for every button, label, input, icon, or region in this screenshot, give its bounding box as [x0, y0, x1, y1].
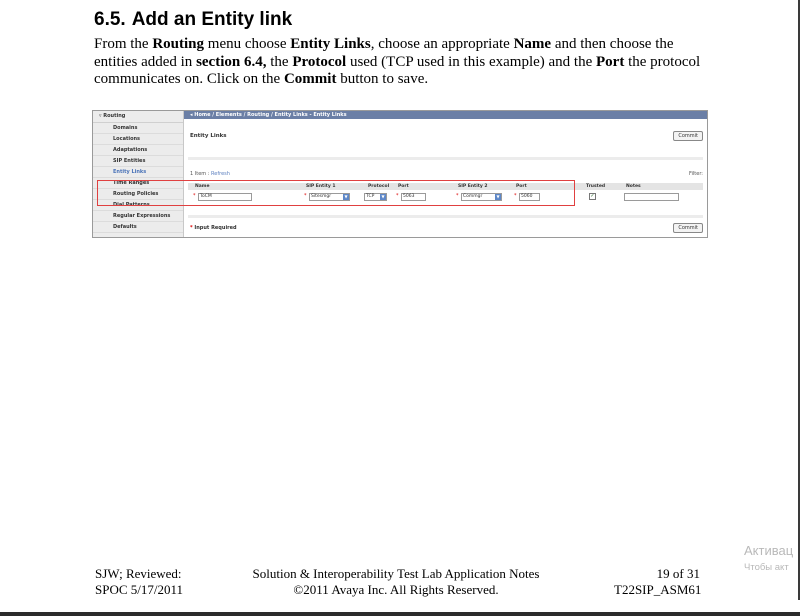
filter-label[interactable]: Filter:	[689, 171, 703, 177]
page-title: Entity Links	[190, 133, 227, 139]
chevron-down-icon: ▼	[344, 194, 348, 199]
divider	[188, 215, 703, 218]
required-star: *	[304, 193, 307, 199]
breadcrumb: ◂ Home / Elements / Routing / Entity Links - Entity Links	[184, 111, 707, 119]
sidebar-item-defaults[interactable]: Defaults	[93, 222, 183, 233]
col-port-1: Port	[398, 184, 409, 189]
footer-left: SJW; Reviewed: SPOC 5/17/2011	[95, 566, 184, 597]
col-protocol: Protocol	[368, 184, 390, 189]
sidebar-item-sip-entities[interactable]: SIP Entities	[93, 156, 183, 167]
routing-sidebar	[93, 111, 184, 237]
col-sip-entity-2: SIP Entity 2	[458, 184, 488, 189]
col-name: Name	[195, 184, 210, 189]
page-bottom-rule	[0, 612, 800, 616]
divider	[188, 157, 703, 160]
activation-watermark-title: Активац	[744, 543, 794, 558]
sidebar-item-time-ranges[interactable]: Time Ranges	[93, 178, 183, 189]
entity-links-main	[184, 111, 707, 237]
entity-links-screenshot	[92, 110, 708, 238]
section-title: Add an Entity link	[131, 9, 293, 30]
section-heading	[94, 9, 292, 31]
footer-center: Solution & Interoperability Test Lab Application Notes ©2011 Avaya Inc. All Rights Reserved.	[252, 566, 540, 597]
col-sip-entity-1: SIP Entity 1	[306, 184, 336, 189]
chevron-down-icon: ▼	[381, 194, 385, 199]
items-count: 1 Item : Refresh	[190, 171, 230, 177]
input-required-note: * Input Required	[190, 225, 237, 231]
sidebar-item-domains[interactable]: Domains	[93, 123, 183, 134]
highlight-box	[97, 180, 575, 206]
sidebar-item-adaptations[interactable]: Adaptations	[93, 145, 183, 156]
commit-button-top[interactable]: Commit	[673, 131, 703, 141]
chevron-down-icon: ▼	[496, 194, 500, 199]
required-star: *	[396, 193, 399, 199]
col-port-2: Port	[516, 184, 527, 189]
col-trusted: Trusted	[586, 184, 606, 189]
required-star: *	[456, 193, 459, 199]
sidebar-item-entity-links[interactable]: Entity Links	[93, 167, 183, 178]
instruction-paragraph: From the Routing menu choose Entity Links, choose an appropriate Name and then choose the entities added in section 6.4, the Protocol used (TCP used in this example) and the Port the protocol communicates on. Click on the Commit button to save.	[94, 36, 701, 87]
sidebar-item-locations[interactable]: Locations	[93, 134, 183, 145]
name-input[interactable]: ToCM	[198, 193, 252, 201]
commit-button-bottom[interactable]: Commit	[673, 223, 703, 233]
port-2-input[interactable]: 5060	[519, 193, 540, 201]
refresh-link[interactable]: Refresh	[211, 171, 230, 177]
required-star: *	[193, 193, 196, 199]
page-number: 19 of 31	[656, 566, 700, 581]
activation-watermark-subtitle: Чтобы акт	[744, 562, 789, 573]
sidebar-item-regular-expressions[interactable]: Regular Expressions	[93, 211, 183, 222]
sip-entity-1-select[interactable]: Sitesmgr ▼	[309, 193, 350, 201]
port-1-input[interactable]: 5063	[401, 193, 426, 201]
doc-id: T22SIP_ASM61	[614, 582, 702, 597]
notes-input[interactable]	[624, 193, 679, 201]
required-star: *	[514, 193, 517, 199]
footer-right	[614, 566, 700, 598]
sip-entity-2-select[interactable]: Commgr ▼	[461, 193, 502, 201]
section-number: 6.5.	[94, 9, 126, 30]
sidebar-header: ▿ Routing	[93, 111, 183, 123]
trusted-checkbox[interactable]: ✓	[590, 193, 595, 199]
protocol-select[interactable]: TCP ▼	[364, 193, 387, 201]
sidebar-item-routing-policies[interactable]: Routing Policies	[93, 189, 183, 200]
col-notes: Notes	[626, 184, 641, 189]
sidebar-item-dial-patterns[interactable]: Dial Patterns	[93, 200, 183, 211]
